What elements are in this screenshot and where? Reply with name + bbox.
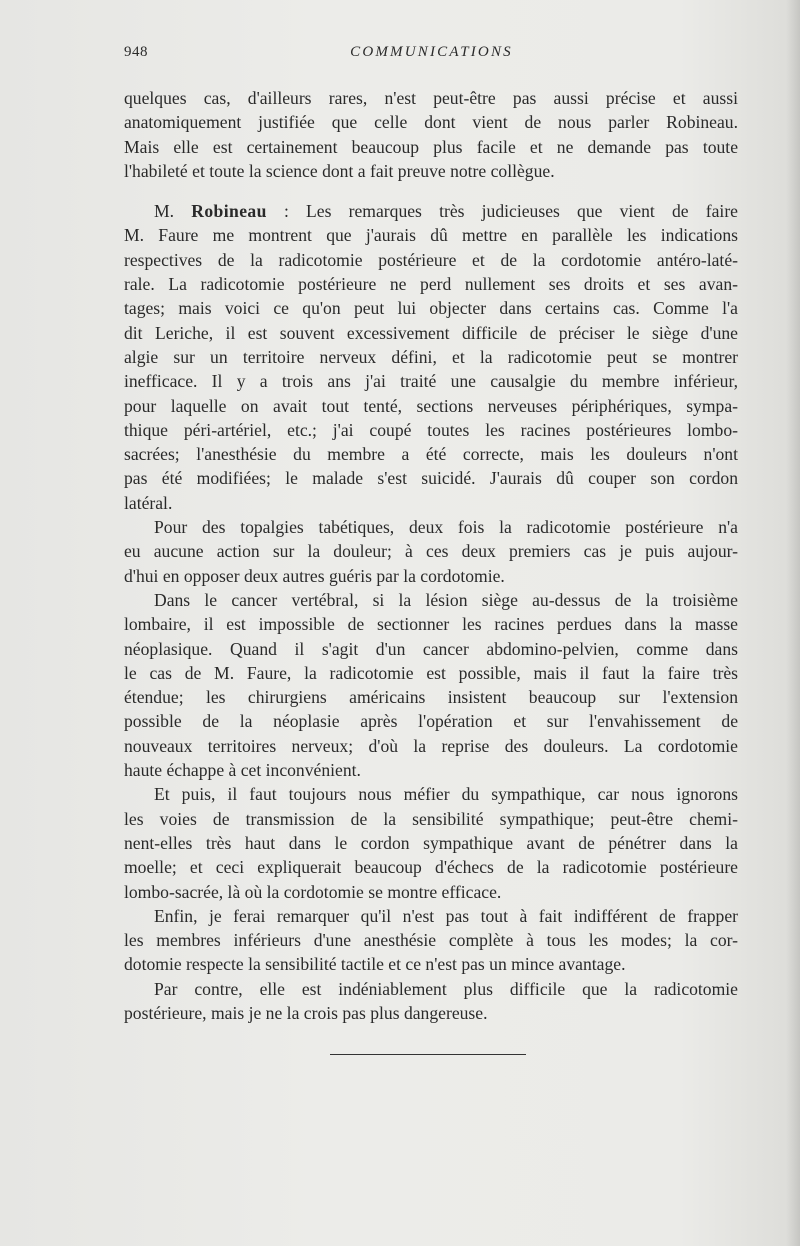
text-line: étendue; les chirurgiens américains insistent beaucoup sur l'extension xyxy=(124,687,738,708)
speaker-prefix: M. xyxy=(154,201,175,222)
speaker-name: Robineau xyxy=(191,201,267,222)
text-line: sacrées; l'anesthésie du membre a été correcte, mais les douleurs n'ont xyxy=(124,444,738,465)
text-line: les voies de transmission de la sensibilité sympathique; peut-être chemi- xyxy=(124,808,738,829)
text-line: néoplasique. Quand il s'agit d'un cancer abdomino-pelvien, comme dans xyxy=(124,638,738,659)
text-line: Dans le cancer vertébral, si la lésion siège au-dessus de la troisième xyxy=(154,589,738,610)
running-title: COMMUNICATIONS xyxy=(350,44,513,60)
paragraph-sympathique xyxy=(124,782,738,903)
robineau-paragraph xyxy=(124,199,738,515)
text-line: haute échappe à cet inconvénient. xyxy=(124,760,361,781)
text-line: les membres inférieurs d'une anesthésie complète à tous les modes; la cor- xyxy=(124,930,738,951)
paragraph-contre xyxy=(124,977,738,1026)
text-line: Pour des topalgies tabétiques, deux fois la radicotomie postérieure n'a xyxy=(154,517,738,538)
text-line: thique péri-artériel, etc.; j'ai coupé toutes les racines postérieures lombo- xyxy=(124,419,738,440)
text-line: algie sur un territoire nerveux défini, et la radicotomie peut se montrer xyxy=(124,346,738,367)
text-line: rale. La radicotomie postérieure ne perd nullement ses droits et ses avan- xyxy=(124,274,738,295)
text-line: le cas de M. Faure, la radicotomie est possible, mais il faut la faire très xyxy=(124,662,738,683)
text-line: pour laquelle on avait tout tenté, sections nerveuses périphériques, sympa- xyxy=(124,395,738,416)
text-line: nent-elles très haut dans le cordon sympathique avant de pénétrer dans la xyxy=(124,832,738,853)
text-line: lombaire, il est impossible de sectionner les racines perdues dans la masse xyxy=(124,614,738,635)
text-line: M. Faure me montrent que j'aurais dû mettre en parallèle les indications xyxy=(124,225,738,246)
intro-paragraph xyxy=(124,86,738,183)
text-line: quelques cas, d'ailleurs rares, n'est peut-être pas aussi précise et aussi xyxy=(124,88,738,108)
text-line: Par contre, elle est indéniablement plus difficile que la radicotomie xyxy=(154,978,738,999)
text-line: moelle; et ceci expliquerait beaucoup d'échecs de la radicotomie postérieure xyxy=(124,857,738,878)
text-line: Mais elle est certainement beaucoup plus facile et ne demande pas toute xyxy=(124,136,738,157)
text-line: postérieure, mais je ne la crois pas plus dangereuse. xyxy=(124,1002,488,1023)
text-line: lombo-sacrée, là où la cordotomie se montre efficace. xyxy=(124,881,502,902)
text-line: nouveaux territoires nerveux; d'où la reprise des douleurs. La cordotomie xyxy=(124,735,738,756)
paragraph-gap xyxy=(124,183,738,199)
text-line: pas été modifiées; le malade s'est suicidé. J'aurais dû couper son cordon xyxy=(124,468,738,489)
text-line: Enfin, je ferai remarquer qu'il n'est pas tout à fait indifférent de frapper xyxy=(154,905,738,926)
page-header xyxy=(124,44,739,68)
paragraph-cancer xyxy=(124,588,738,782)
text-line: dit Leriche, il est souvent excessivement difficile de préciser le siège d'une xyxy=(124,322,738,343)
speaker-line xyxy=(124,199,738,223)
page-edge-shadow xyxy=(786,0,800,1246)
text-line: anatomiquement justifiée que celle dont vient de nous parler Robineau. xyxy=(124,112,738,133)
text-line: latéral. xyxy=(124,492,173,513)
body-text xyxy=(124,86,738,1025)
text-line: dotomie respecte la sensibilité tactile et ce n'est pas un mince avantage. xyxy=(124,954,626,975)
text-line: tages; mais voici ce qu'on peut lui objecter dans certains cas. Comme l'a xyxy=(124,298,738,319)
paragraph-topalgies xyxy=(124,515,738,588)
paragraph-enfin xyxy=(124,904,738,977)
text-line: d'hui en opposer deux autres guéris par la cordotomie. xyxy=(124,565,505,586)
speaker-line-rest: : Les remarques très judicieuses que vient de faire xyxy=(283,201,738,222)
text-line: l'habileté et toute la science dont a fait preuve notre collègue. xyxy=(124,160,555,181)
text-line: inefficace. Il y a trois ans j'ai traité une causalgie du membre inférieur, xyxy=(124,371,738,392)
text-line: respectives de la radicotomie postérieure et de la cordotomie antéro-laté- xyxy=(124,249,738,270)
section-divider-rule xyxy=(330,1054,526,1055)
text-line: Et puis, il faut toujours nous méfier du sympathique, car nous ignorons xyxy=(154,784,738,805)
page-number: 948 xyxy=(124,44,148,60)
text-line: eu aucune action sur la douleur; à ces deux premiers cas je puis aujour- xyxy=(124,541,738,562)
text-line: possible de la néoplasie après l'opération et sur l'envahissement de xyxy=(124,711,738,732)
